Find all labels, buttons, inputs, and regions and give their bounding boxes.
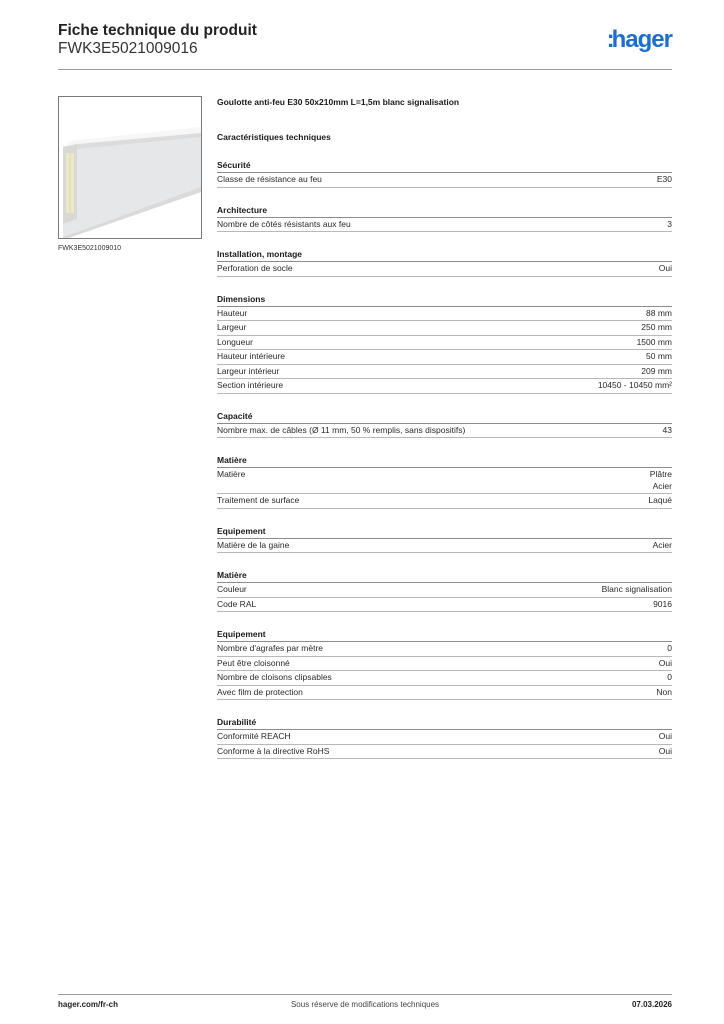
section-title: Installation, montage xyxy=(217,248,672,262)
spec-row xyxy=(217,539,672,554)
spec-row xyxy=(217,321,672,336)
section-title: Matière xyxy=(217,454,672,468)
spec-value-line: 0 xyxy=(667,643,672,653)
spec-label: Peut être cloisonné xyxy=(217,657,290,668)
spec-value xyxy=(659,263,672,275)
footer-website: hager.com/fr-ch xyxy=(58,1000,119,1009)
spec-value xyxy=(648,495,672,507)
spec-label: Classe de résistance au feu xyxy=(217,174,322,184)
spec-value xyxy=(659,746,672,758)
spec-value xyxy=(641,366,672,378)
spec-label: Traitement de surface xyxy=(217,495,300,505)
spec-value-line: E30 xyxy=(656,174,672,184)
section-title: Durabilité xyxy=(217,716,672,730)
spec-label: Perforation de socle xyxy=(217,263,293,273)
spec-row xyxy=(217,730,672,745)
spec-row xyxy=(217,307,672,322)
spec-value-line: Laqué xyxy=(648,495,672,505)
spec-value xyxy=(667,643,672,655)
page-header xyxy=(58,22,672,70)
spec-row xyxy=(217,468,672,494)
spec-value-line: Acier xyxy=(652,480,672,491)
spec-label: Couleur xyxy=(217,584,247,594)
spec-value-line: Non xyxy=(656,686,672,697)
spec-value xyxy=(667,219,672,231)
spec-label: Matière xyxy=(217,469,246,479)
spec-value-line: 9016 xyxy=(653,598,672,609)
spec-section xyxy=(217,454,672,509)
product-image xyxy=(58,96,202,239)
spec-section xyxy=(217,204,672,233)
spec-section xyxy=(217,159,672,188)
spec-value-line: Oui xyxy=(658,263,672,273)
spec-label: Section intérieure xyxy=(217,380,284,390)
spec-value xyxy=(637,337,672,349)
spec-row xyxy=(217,745,672,760)
spec-value-line: Oui xyxy=(658,745,672,756)
spec-value xyxy=(659,731,672,743)
spec-label: Hauteur intérieure xyxy=(217,351,286,361)
spec-value xyxy=(659,658,672,670)
spec-section xyxy=(217,525,672,554)
spec-row xyxy=(217,494,672,509)
spec-value-line: 250 mm xyxy=(641,322,672,332)
spec-row xyxy=(217,350,672,365)
spec-value xyxy=(646,308,672,320)
spec-row xyxy=(217,173,672,188)
spec-label: Code RAL xyxy=(217,598,257,609)
logo-text: hager xyxy=(611,26,672,53)
spec-row xyxy=(217,642,672,657)
spec-label: Conforme à la directive RoHS xyxy=(217,745,330,756)
spec-value-line: 0 xyxy=(667,672,672,682)
spec-content xyxy=(217,96,672,759)
logo-dots: : xyxy=(606,26,612,53)
spec-row xyxy=(217,424,672,439)
spec-row xyxy=(217,379,672,394)
section-title: Sécurité xyxy=(217,159,672,173)
spec-label: Nombre max. de câbles (Ø 11 mm, 50 % remplis, sans dispositifs) xyxy=(217,424,466,435)
cable-duct-illustration xyxy=(59,97,202,239)
section-title: Dimensions xyxy=(217,293,672,307)
product-reference: FWK3E5021009016 xyxy=(58,40,198,57)
spec-value xyxy=(602,584,672,596)
spec-section xyxy=(217,248,672,277)
spec-value-line: Plâtre xyxy=(649,469,672,479)
image-caption: FWK3E5021009010 xyxy=(58,245,122,252)
spec-value-line: 10450 - 10450 mm² xyxy=(597,380,672,390)
spec-value-line: 50 mm xyxy=(646,351,672,361)
spec-label: Matière de la gaine xyxy=(217,539,290,550)
section-title: Matière xyxy=(217,569,672,583)
spec-label: Hauteur xyxy=(217,307,248,318)
spec-row xyxy=(217,583,672,598)
spec-section xyxy=(217,293,672,394)
spec-label: Largeur intérieur xyxy=(217,365,280,376)
spec-value-line: 3 xyxy=(667,218,672,229)
section-title: Capacité xyxy=(217,410,672,424)
spec-row xyxy=(217,671,672,686)
spec-row xyxy=(217,218,672,233)
spec-value xyxy=(653,540,672,552)
spec-value xyxy=(653,599,672,611)
spec-value xyxy=(646,351,672,363)
spec-value-line: Oui xyxy=(658,657,672,668)
spec-row xyxy=(217,657,672,672)
spec-label: Longueur xyxy=(217,336,253,347)
spec-label: Avec film de protection xyxy=(217,686,303,697)
spec-sections xyxy=(217,159,672,759)
document-title: Fiche technique du produit xyxy=(58,22,257,39)
spec-row xyxy=(217,336,672,351)
product-title: Goulotte anti-feu E30 50x210mm L=1,5m blanc signalisation xyxy=(217,97,460,107)
section-title: Equipement xyxy=(217,628,672,642)
spec-value-line: Acier xyxy=(652,539,672,550)
page-footer xyxy=(58,994,672,1014)
spec-value xyxy=(657,174,672,186)
tech-characteristics-title: Caractéristiques techniques xyxy=(217,132,331,142)
spec-value xyxy=(667,672,672,684)
spec-value xyxy=(663,425,672,437)
spec-label: Nombre de cloisons clipsables xyxy=(217,672,332,682)
spec-value xyxy=(598,380,672,392)
spec-section xyxy=(217,410,672,439)
spec-value-line: 88 mm xyxy=(646,307,672,318)
spec-section xyxy=(217,716,672,759)
spec-section xyxy=(217,569,672,612)
spec-section xyxy=(217,628,672,700)
spec-row xyxy=(217,598,672,613)
spec-value-line: 209 mm xyxy=(641,365,672,376)
spec-label: Largeur xyxy=(217,322,247,332)
spec-label: Nombre d'agrafes par mètre xyxy=(217,643,324,653)
spec-value-line: 1500 mm xyxy=(636,336,672,347)
footer-date: 07.03.2026 xyxy=(631,1000,672,1009)
spec-value xyxy=(650,469,672,492)
spec-value xyxy=(656,687,672,699)
footer-disclaimer: Sous réserve de modifications techniques xyxy=(290,1000,440,1009)
spec-row xyxy=(217,262,672,277)
spec-row xyxy=(217,686,672,701)
spec-value-line: Blanc signalisation xyxy=(601,584,672,594)
spec-value xyxy=(641,322,672,334)
spec-value-line: Oui xyxy=(658,731,672,741)
spec-label: Conformité REACH xyxy=(217,731,291,741)
spec-value-line: 43 xyxy=(662,424,672,435)
spec-label: Nombre de côtés résistants aux feu xyxy=(217,218,351,229)
section-title: Architecture xyxy=(217,204,672,218)
spec-row xyxy=(217,365,672,380)
section-title: Equipement xyxy=(217,525,672,539)
hager-logo xyxy=(607,26,672,54)
